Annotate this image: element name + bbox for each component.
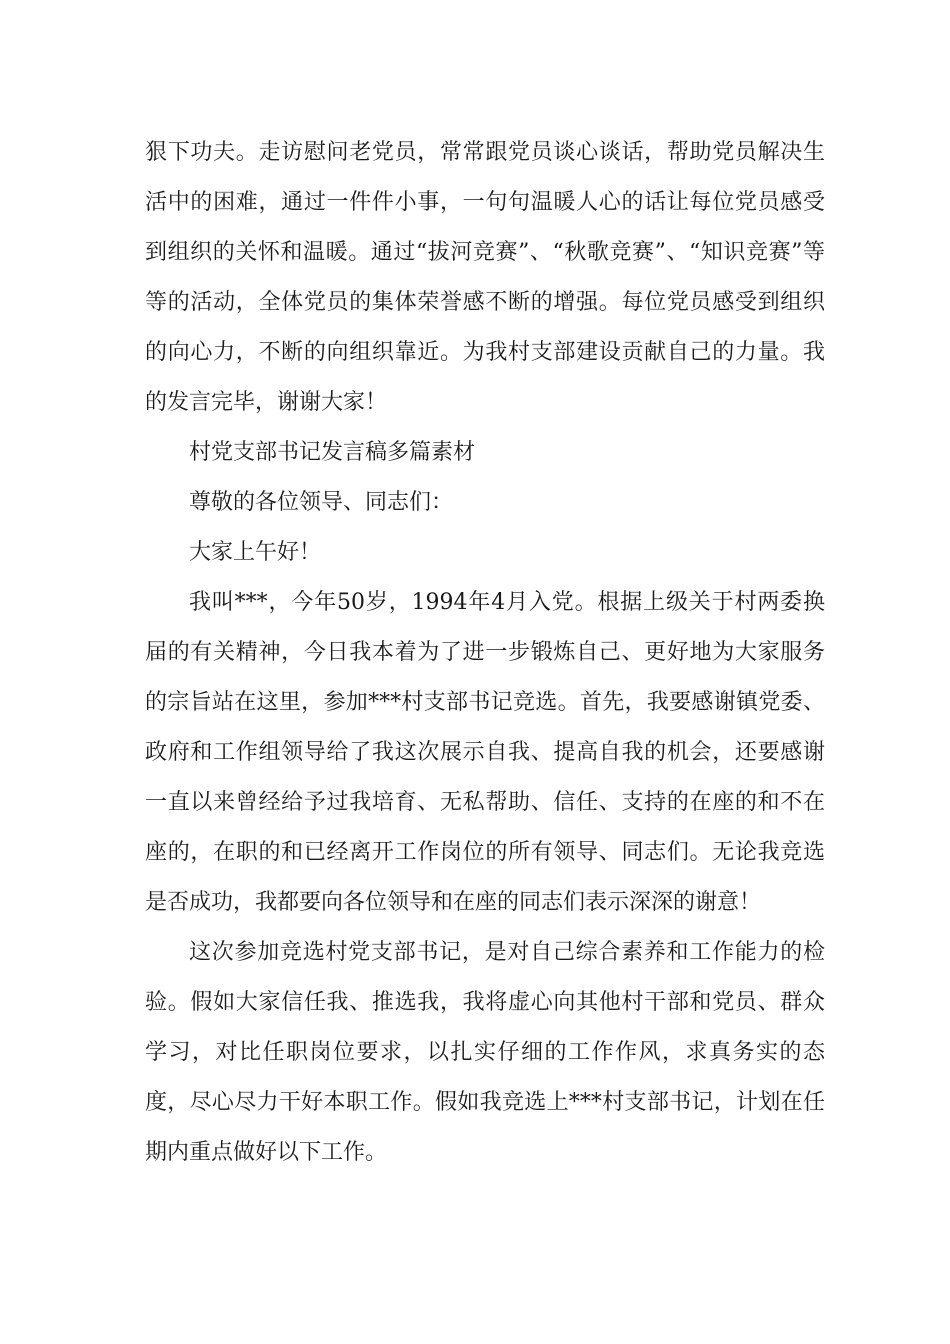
document-body (145, 128, 825, 1178)
paragraph-introduction: 我叫***，今年50岁，1994年4月入党。根据上级关于村两委换届的有关精神，今日我本着为了进一步锻炼自己、更好地为大家服务的宗旨站在这里，参加***村支部书记竞选。首先，我要感谢镇党委、政府和工作组领导给了我这次展示自我、提高自我的机会，还要感谢一直以来曾经给予过我培育、无私帮助、信任、支持的在座的和不在座的，在职的和已经离开工作岗位的所有领导、同志们。无论我竞选是否成功，我都要向各位领导和在座的同志们表示深深的谢意！ (145, 590, 825, 915)
greeting: 大家上午好！ (189, 540, 322, 565)
section-title: 村党支部书记发言稿多篇素材 (189, 440, 476, 465)
salutation: 尊敬的各位领导、同志们： (189, 490, 454, 515)
paragraph-1: 狠下功夫。走访慰问老党员，常常跟党员谈心谈话，帮助党员解决生活中的困难，通过一件件小事，一句句温暖人心的话让每位党员感受到组织的关怀和温暖。通过“拔河竞赛”、“秋歌竞赛”、“知识竞赛”等等的活动，全体党员的集体荣誉感不断的增强。每位党员感受到组织的向心力，不断的向组织靠近。为我村支部建设贡献自己的力量。我的发言完毕，谢谢大家！ (145, 140, 825, 415)
paragraph-plan: 这次参加竞选村党支部书记，是对自己综合素养和工作能力的检验。假如大家信任我、推选我，我将虚心向其他村干部和党员、群众学习，对比任职岗位要求，以扎实仔细的工作作风，求真务实的态度，尽心尽力干好本职工作。假如我竞选上***村支部书记，计划在任期内重点做好以下工作。 (145, 940, 825, 1165)
